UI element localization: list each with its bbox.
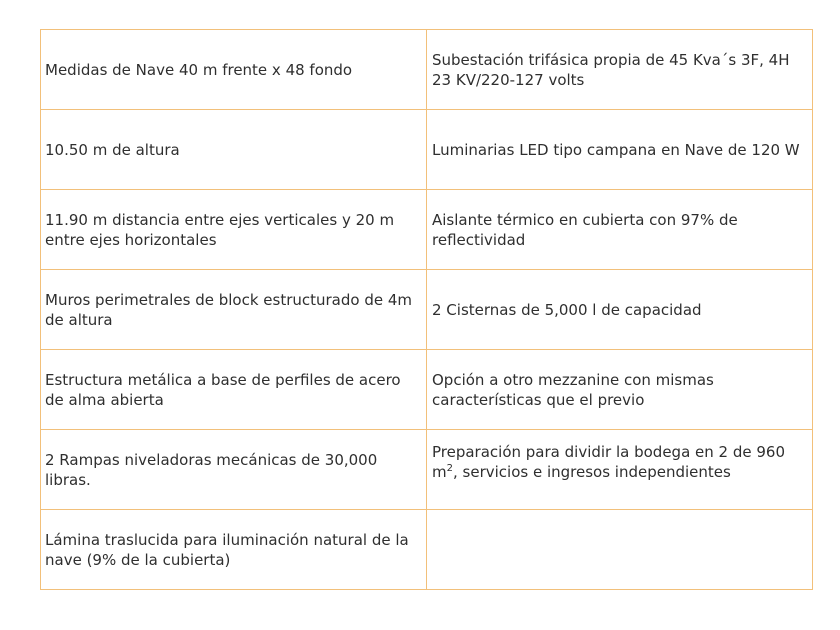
spec-cell: Muros perimetrales de block estructurado de 4m de altura [41, 270, 427, 350]
superscript: 2 [446, 463, 453, 474]
spec-cell: 2 Rampas niveladoras mecánicas de 30,000 libras. [41, 430, 427, 510]
table-row [41, 430, 813, 510]
spec-text: Preparación para dividir la bodega en 2 de 960 m [432, 443, 786, 481]
spec-cell: 10.50 m de altura [41, 110, 427, 190]
spec-cell [427, 430, 813, 510]
spec-cell: Medidas de Nave 40 m frente x 48 fondo [41, 30, 427, 110]
spec-cell: Luminarias LED tipo campana en Nave de 120 W [427, 110, 813, 190]
specifications-table [40, 29, 813, 590]
table-row [41, 30, 813, 110]
empty-cell [427, 510, 813, 590]
spec-cell: Subestación trifásica propia de 45 Kva´s 3F, 4H 23 KV/220-127 volts [427, 30, 813, 110]
spec-cell: Aislante térmico en cubierta con 97% de reflectividad [427, 190, 813, 270]
spec-cell: Lámina traslucida para iluminación natural de la nave (9% de la cubierta) [41, 510, 427, 590]
table-row [41, 350, 813, 430]
spec-cell: 2 Cisternas de 5,000 l de capacidad [427, 270, 813, 350]
spec-cell: Opción a otro mezzanine con mismas características que el previo [427, 350, 813, 430]
table-row [41, 110, 813, 190]
spec-cell: Estructura metálica a base de perfiles de acero de alma abierta [41, 350, 427, 430]
spec-text: , servicios e ingresos independientes [453, 463, 731, 481]
table-row [41, 510, 813, 590]
table-row [41, 270, 813, 350]
spec-cell: 11.90 m distancia entre ejes verticales y 20 m entre ejes horizontales [41, 190, 427, 270]
table-row [41, 190, 813, 270]
